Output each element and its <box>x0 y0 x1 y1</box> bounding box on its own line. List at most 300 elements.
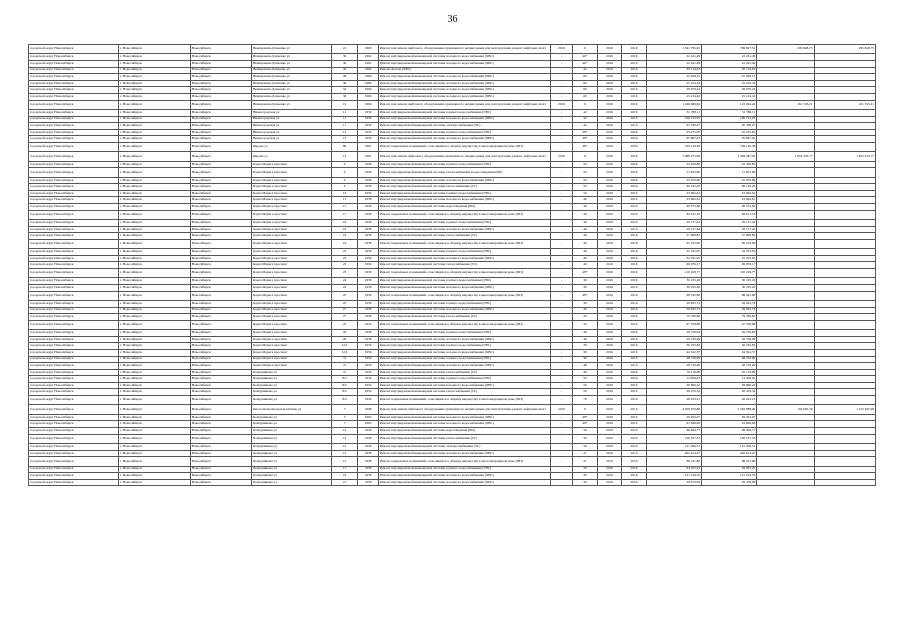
table-row <box>29 300 876 307</box>
local-cost-cell <box>814 434 875 443</box>
local-cost-cell <box>814 184 875 191</box>
street-cell: Кирова ул <box>251 142 331 151</box>
local-cost-cell <box>814 414 875 421</box>
table-row <box>29 291 876 300</box>
house-number-cell: 19 <box>331 473 358 480</box>
city-cell: Новосибирск <box>190 129 251 136</box>
end-year-cell: 2016 <box>622 161 647 168</box>
municipality-cell: городской округ Новосибирск <box>29 67 119 74</box>
table-row <box>29 284 876 291</box>
local-cost-cell <box>814 226 875 233</box>
lift-year-cell: - <box>550 74 573 81</box>
wear-cell: 6 <box>573 45 598 54</box>
wear-cell: 9 <box>573 100 598 109</box>
budget-cost-cell <box>757 262 814 269</box>
year-cell: 1950 <box>358 369 378 376</box>
plan-year-cell: 2016 <box>597 100 622 109</box>
city-cell: Новосибирск <box>190 479 251 486</box>
year-cell: 1954 <box>358 389 378 396</box>
work-type-cell: Ремонт внутридомовой инженерной системы горячего водоснабжения (ГВС) <box>378 300 550 307</box>
settlement-cell: г. Новосибирск <box>119 226 191 233</box>
municipality-cell: городской округ Новосибирск <box>29 473 119 480</box>
settlement-cell: г. Новосибирск <box>119 336 191 343</box>
plan-year-cell: 2016 <box>597 320 622 329</box>
street-cell: Карла Маркса проспект <box>251 233 331 240</box>
municipality-cell: городской округ Новосибирск <box>29 100 119 109</box>
budget-cost-cell <box>757 291 814 300</box>
settlement-cell: г. Новосибирск <box>119 434 191 443</box>
municipality-cell: городской округ Новосибирск <box>29 349 119 356</box>
city-cell: Новосибирск <box>190 45 251 54</box>
lift-year-cell: - <box>550 262 573 269</box>
budget-cost-cell <box>757 434 814 443</box>
municipality-cell: городской округ Новосибирск <box>29 161 119 168</box>
budget-cost-cell <box>757 60 814 67</box>
budget-cost-cell <box>757 473 814 480</box>
work-type-cell: Ремонт внутридомовой инженерной системы теплоснабжения (ТС) <box>378 314 550 321</box>
year-cell: 1958 <box>358 278 378 285</box>
settlement-cell: г. Новосибирск <box>119 479 191 486</box>
fund-cost-cell: 25 928,15 <box>702 74 757 81</box>
table-row <box>29 255 876 262</box>
total-cost-cell: 30 195,20 <box>646 278 701 285</box>
work-type-cell: Ремонт внутридомовой инженерной системы горячего водоснабжения (ГВС) <box>378 376 550 383</box>
plan-year-cell: 2016 <box>597 307 622 314</box>
budget-cost-cell <box>757 369 814 376</box>
fund-cost-cell: 95 336,07 <box>702 123 757 130</box>
total-cost-cell: 31 788,11 <box>646 109 701 116</box>
street-cell: Карла Маркса проспект <box>251 320 331 329</box>
settlement-cell: г. Новосибирск <box>119 136 191 143</box>
wear-cell: 60 <box>573 93 598 100</box>
table-row <box>29 349 876 356</box>
year-cell: 1958 <box>358 434 378 443</box>
lift-year-cell: - <box>550 369 573 376</box>
year-cell: 1958 <box>358 204 378 211</box>
municipality-cell: городской округ Новосибирск <box>29 300 119 307</box>
wear-cell: 30 <box>573 444 598 451</box>
wear-cell: 40 <box>573 262 598 269</box>
table-row <box>29 100 876 109</box>
fund-cost-cell: 121 219,79 <box>702 473 757 480</box>
settlement-cell: г. Новосибирск <box>119 320 191 329</box>
municipality-cell: городской округ Новосибирск <box>29 268 119 277</box>
wear-cell: 42 <box>573 116 598 123</box>
local-cost-cell <box>814 129 875 136</box>
table-row <box>29 382 876 389</box>
local-cost-cell <box>814 197 875 204</box>
year-cell: 1959 <box>358 116 378 123</box>
lift-year-cell: - <box>550 87 573 94</box>
budget-cost-cell <box>757 136 814 143</box>
plan-year-cell: 2016 <box>597 473 622 480</box>
year-cell: 1954 <box>358 382 378 389</box>
local-cost-cell <box>814 376 875 383</box>
city-cell: Новосибирск <box>190 343 251 350</box>
settlement-cell: г. Новосибирск <box>119 87 191 94</box>
fund-cost-cell: 61 849,06 <box>702 421 757 428</box>
budget-cost-cell <box>757 123 814 130</box>
table-row <box>29 434 876 443</box>
fund-cost-cell: 202 613,47 <box>702 450 757 457</box>
lift-year-cell: - <box>550 93 573 100</box>
plan-year-cell: 2016 <box>597 177 622 184</box>
settlement-cell: г. Новосибирск <box>119 349 191 356</box>
budget-cost-cell <box>757 414 814 421</box>
lift-year-cell: 2016 <box>550 405 573 414</box>
house-number-cell: 9 <box>331 161 358 168</box>
lift-year-cell: - <box>550 54 573 61</box>
city-cell: Новосибирск <box>190 177 251 184</box>
settlement-cell: г. Новосибирск <box>119 414 191 421</box>
city-cell: Новосибирск <box>190 396 251 405</box>
local-cost-cell <box>814 307 875 314</box>
budget-cost-cell <box>757 129 814 136</box>
wear-cell: 40 <box>573 330 598 337</box>
house-number-cell: 27 <box>331 314 358 321</box>
settlement-cell: г. Новосибирск <box>119 197 191 204</box>
settlement-cell: г. Новосибирск <box>119 54 191 61</box>
year-cell: 1958 <box>358 210 378 219</box>
street-cell: Карла Маркса проспект <box>251 330 331 337</box>
lift-year-cell: - <box>550 307 573 314</box>
local-cost-cell <box>814 268 875 277</box>
city-cell: Новосибирск <box>190 444 251 451</box>
fund-cost-cell: 51 872,60 <box>702 168 757 177</box>
settlement-cell: г. Новосибирск <box>119 382 191 389</box>
house-number-cell: 34 <box>331 87 358 94</box>
settlement-cell: г. Новосибирск <box>119 363 191 370</box>
street-cell: Карла Маркса проспект <box>251 226 331 233</box>
total-cost-cell: 97 558,68 <box>646 320 701 329</box>
municipality-cell: городской округ Новосибирск <box>29 152 119 161</box>
municipality-cell: городской округ Новосибирск <box>29 356 119 363</box>
end-year-cell: 2016 <box>622 336 647 343</box>
city-cell: Новосибирск <box>190 190 251 197</box>
plan-year-cell: 2016 <box>597 314 622 321</box>
table-row <box>29 190 876 197</box>
table-row <box>29 268 876 277</box>
lift-year-cell: - <box>550 136 573 143</box>
lift-year-cell: - <box>550 129 573 136</box>
table-row <box>29 396 876 405</box>
work-type-cell: Ремонт внутридомовой инженерной системы холодного водоснабжения (ХВС) <box>378 93 550 100</box>
wear-cell: 30 <box>573 479 598 486</box>
table-row <box>29 239 876 248</box>
year-cell: 1968 <box>358 405 378 414</box>
fund-cost-cell: 57 699,82 <box>702 233 757 240</box>
street-cell: Карла Маркса проспект <box>251 197 331 204</box>
plan-year-cell: 2016 <box>597 54 622 61</box>
local-cost-cell <box>814 190 875 197</box>
municipality-cell: городской округ Новосибирск <box>29 60 119 67</box>
plan-year-cell: 2016 <box>597 190 622 197</box>
end-year-cell: 2016 <box>622 152 647 161</box>
plan-year-cell: 2016 <box>597 382 622 389</box>
end-year-cell: 2016 <box>622 142 647 151</box>
house-number-cell: 23 <box>331 268 358 277</box>
municipality-cell: городской округ Новосибирск <box>29 129 119 136</box>
plan-year-cell: 2016 <box>597 109 622 116</box>
wear-cell: 40 <box>573 220 598 227</box>
year-cell: 1958 <box>358 184 378 191</box>
street-cell: Карла Маркса проспект <box>251 255 331 262</box>
city-cell: Новосибирск <box>190 152 251 161</box>
total-cost-cell: 64 055,25 <box>646 466 701 473</box>
end-year-cell: 2016 <box>622 129 647 136</box>
city-cell: Новосибирск <box>190 421 251 428</box>
year-cell: 1958 <box>358 284 378 291</box>
wear-cell: 48* <box>573 136 598 143</box>
end-year-cell: 2016 <box>622 284 647 291</box>
fund-cost-cell: 45 275,05 <box>702 129 757 136</box>
year-cell: 1954 <box>358 376 378 383</box>
total-cost-cell: 45 275,05 <box>646 129 701 136</box>
total-cost-cell: 25 976,96 <box>646 177 701 184</box>
year-cell: 1958 <box>358 177 378 184</box>
street-cell: Кошурникова ул <box>251 444 331 451</box>
house-number-cell: 27 <box>331 307 358 314</box>
street-cell: Карла Маркса проспект <box>251 343 331 350</box>
local-cost-cell <box>814 136 875 143</box>
house-number-cell: 25 <box>331 291 358 300</box>
total-cost-cell: 29 157,44 <box>646 226 701 233</box>
house-number-cell: 15 <box>331 450 358 457</box>
city-cell: Новосибирск <box>190 233 251 240</box>
work-type-cell: Ремонт внутридомовой инженерной системы холодного водоснабжения (ХВС) <box>378 363 550 370</box>
fund-cost-cell: 25 224,34 <box>702 80 757 87</box>
wear-cell: 30 <box>573 300 598 307</box>
fund-cost-cell: 56 165,82 <box>702 343 757 350</box>
municipality-cell: городской округ Новосибирск <box>29 314 119 321</box>
street-cell: Карла Маркса проспект <box>251 363 331 370</box>
total-cost-cell: 4 659 679,80 <box>646 405 701 414</box>
street-cell: Карла Маркса проспект <box>251 239 331 248</box>
municipality-cell: городской округ Новосибирск <box>29 123 119 130</box>
budget-cost-cell <box>757 142 814 151</box>
total-cost-cell: 23 962,61 <box>646 190 701 197</box>
lift-year-cell: - <box>550 204 573 211</box>
street-cell: Немировича-Данченко ул <box>251 100 331 109</box>
street-cell: Немировича-Данченко ул <box>251 60 331 67</box>
work-type-cell: Ремонт подвальных помещений, относящихся к общему имуществу в многоквартирном доме (ПП) <box>378 268 550 277</box>
plan-year-cell: 2016 <box>597 343 622 350</box>
work-type-cell: Ремонт внутридомовой инженерной системы холодного водоснабжения (ХВС) <box>378 284 550 291</box>
year-cell: 1956 <box>358 343 378 350</box>
local-cost-cell <box>814 80 875 87</box>
work-type-cell: Ремонт внутридомовой инженерной системы электроснабжения (ЭС) <box>378 444 550 451</box>
year-cell: 1958 <box>358 291 378 300</box>
work-type-cell: Ремонт внутридомовой инженерной системы холодного водоснабжения (ХВС) <box>378 473 550 480</box>
municipality-cell: городской округ Новосибирск <box>29 278 119 285</box>
end-year-cell: 2016 <box>622 220 647 227</box>
city-cell: Новосибирск <box>190 300 251 307</box>
settlement-cell: г. Новосибирск <box>119 239 191 248</box>
wear-cell: 30 <box>573 349 598 356</box>
house-number-cell: 13 <box>331 434 358 443</box>
lift-year-cell: - <box>550 255 573 262</box>
street-cell: Кошурникова ул <box>251 428 331 435</box>
plan-year-cell: 2016 <box>597 161 622 168</box>
wear-cell: 47 <box>573 457 598 466</box>
table-row <box>29 123 876 130</box>
end-year-cell: 2016 <box>622 239 647 248</box>
house-number-cell: 13 <box>331 129 358 136</box>
plan-year-cell: 2016 <box>597 123 622 130</box>
local-cost-cell <box>814 396 875 405</box>
settlement-cell: г. Новосибирск <box>119 307 191 314</box>
wear-cell: 30 <box>573 428 598 435</box>
year-cell: 1964 <box>358 100 378 109</box>
table-row <box>29 45 876 54</box>
plan-year-cell: 2016 <box>597 450 622 457</box>
local-cost-cell <box>814 291 875 300</box>
end-year-cell: 2016 <box>622 376 647 383</box>
end-year-cell: 2016 <box>622 268 647 277</box>
end-year-cell: 2016 <box>622 177 647 184</box>
year-cell: 1958 <box>358 161 378 168</box>
work-type-cell: Ремонт подвальных помещений, относящихся к общему имуществу в многоквартирном доме (ПП) <box>378 142 550 151</box>
local-cost-cell <box>814 363 875 370</box>
table-row <box>29 80 876 87</box>
municipality-cell: городской округ Новосибирск <box>29 450 119 457</box>
local-cost-cell <box>814 142 875 151</box>
settlement-cell: г. Новосибирск <box>119 457 191 466</box>
house-number-cell: 86 <box>331 142 358 151</box>
plan-year-cell: 2016 <box>597 405 622 414</box>
street-cell: Немировича-Данченко ул <box>251 93 331 100</box>
fund-cost-cell: 65 114,02 <box>702 67 757 74</box>
year-cell: 1958 <box>358 479 378 486</box>
end-year-cell: 2016 <box>622 136 647 143</box>
house-number-cell: 17 <box>331 466 358 473</box>
total-cost-cell: 26 223,21 <box>646 396 701 405</box>
settlement-cell: г. Новосибирск <box>119 123 191 130</box>
house-number-cell: 23 <box>331 262 358 269</box>
lift-year-cell: - <box>550 396 573 405</box>
fund-cost-cell: 26 223,21 <box>702 396 757 405</box>
table-row <box>29 168 876 177</box>
year-cell: 1959 <box>358 123 378 130</box>
work-type-cell: Ремонт внутридомовой инженерной системы горячего водоснабжения (ГВС) <box>378 220 550 227</box>
year-cell: 1958 <box>358 307 378 314</box>
fund-cost-cell: 84 011,16 <box>702 210 757 219</box>
fund-cost-cell: 23 962,61 <box>702 190 757 197</box>
plan-year-cell: 2016 <box>597 129 622 136</box>
end-year-cell: 2016 <box>622 405 647 414</box>
work-type-cell: Ремонт внутридомовой инженерной системы холодного водоснабжения (ХВС) <box>378 226 550 233</box>
work-type-cell: Ремонт внутридомовой инженерной системы холодного водоснабжения (ХВС) <box>378 197 550 204</box>
plan-year-cell: 2016 <box>597 220 622 227</box>
budget-cost-cell <box>757 428 814 435</box>
wear-cell: 30 <box>573 343 598 350</box>
house-number-cell: 7а <box>331 369 358 376</box>
table-row <box>29 220 876 227</box>
plan-year-cell: 2016 <box>597 168 622 177</box>
lift-year-cell: - <box>550 473 573 480</box>
local-cost-cell <box>814 168 875 177</box>
city-cell: Новосибирск <box>190 356 251 363</box>
house-number-cell: 7а <box>331 363 358 370</box>
table-row <box>29 450 876 457</box>
total-cost-cell: 25 214,42 <box>646 93 701 100</box>
city-cell: Новосибирск <box>190 268 251 277</box>
city-cell: Новосибирск <box>190 307 251 314</box>
local-cost-cell <box>814 479 875 486</box>
work-type-cell: Ремонт подвальных помещений, относящихся к общему имуществу в многоквартирном доме (ПП) <box>378 320 550 329</box>
budget-cost-cell: 152 692,30 <box>757 405 814 414</box>
settlement-cell: г. Новосибирск <box>119 428 191 435</box>
settlement-cell: г. Новосибирск <box>119 330 191 337</box>
table-row <box>29 226 876 233</box>
table-row <box>29 67 876 74</box>
local-cost-cell <box>814 314 875 321</box>
end-year-cell: 2016 <box>622 450 647 457</box>
table-row <box>29 369 876 376</box>
lift-year-cell: - <box>550 177 573 184</box>
wear-cell: 60 <box>573 74 598 81</box>
city-cell: Новосибирск <box>190 168 251 177</box>
year-cell: 1958 <box>358 314 378 321</box>
settlement-cell: г. Новосибирск <box>119 80 191 87</box>
municipality-cell: городской округ Новосибирск <box>29 184 119 191</box>
fund-cost-cell: 79 796,60 <box>702 314 757 321</box>
budget-cost-cell <box>757 239 814 248</box>
lift-year-cell: - <box>550 123 573 130</box>
total-cost-cell: 121 219,79 <box>646 473 701 480</box>
plan-year-cell: 2016 <box>597 356 622 363</box>
local-cost-cell: 161 745,21 <box>814 100 875 109</box>
settlement-cell: г. Новосибирск <box>119 473 191 480</box>
lift-year-cell: 2016 <box>550 152 573 161</box>
local-cost-cell <box>814 343 875 350</box>
city-cell: Новосибирск <box>190 284 251 291</box>
street-cell: Карла Маркса проспект <box>251 177 331 184</box>
house-number-cell: 11 <box>331 116 358 123</box>
settlement-cell: г. Новосибирск <box>119 220 191 227</box>
budget-cost-cell <box>757 255 814 262</box>
city-cell: Новосибирск <box>190 291 251 300</box>
plan-year-cell: 2016 <box>597 226 622 233</box>
plan-year-cell: 2016 <box>597 45 622 54</box>
fund-cost-cell: 98 345,60 <box>702 291 757 300</box>
fund-cost-cell: 29 925,74 <box>702 307 757 314</box>
plan-year-cell: 2016 <box>597 284 622 291</box>
local-cost-cell: 1 852 243,77 <box>814 152 875 161</box>
settlement-cell: г. Новосибирск <box>119 74 191 81</box>
local-cost-cell <box>814 109 875 116</box>
local-cost-cell <box>814 457 875 466</box>
fund-cost-cell: 22 241,49 <box>702 60 757 67</box>
lift-year-cell: - <box>550 336 573 343</box>
wear-cell: 30 <box>573 473 598 480</box>
end-year-cell: 2016 <box>622 479 647 486</box>
total-cost-cell: 89 411,86 <box>646 457 701 466</box>
street-cell: Нижегородская ул <box>251 109 331 116</box>
street-cell: Нижегородская ул <box>251 129 331 136</box>
year-cell: 1959 <box>358 129 378 136</box>
work-type-cell: Ремонт внутридомовой инженерной системы теплоснабжения (ТС) <box>378 434 550 443</box>
plan-year-cell: 2016 <box>597 93 622 100</box>
lift-year-cell: - <box>550 330 573 337</box>
municipality-cell: городской округ Новосибирск <box>29 428 119 435</box>
work-type-cell: Ремонт подвальных помещений, относящихся к общему имуществу в многоквартирном доме (ПП) <box>378 457 550 466</box>
settlement-cell: г. Новосибирск <box>119 369 191 376</box>
budget-cost-cell <box>757 109 814 116</box>
end-year-cell: 2016 <box>622 109 647 116</box>
table-row <box>29 363 876 370</box>
house-number-cell: 29 <box>331 336 358 343</box>
